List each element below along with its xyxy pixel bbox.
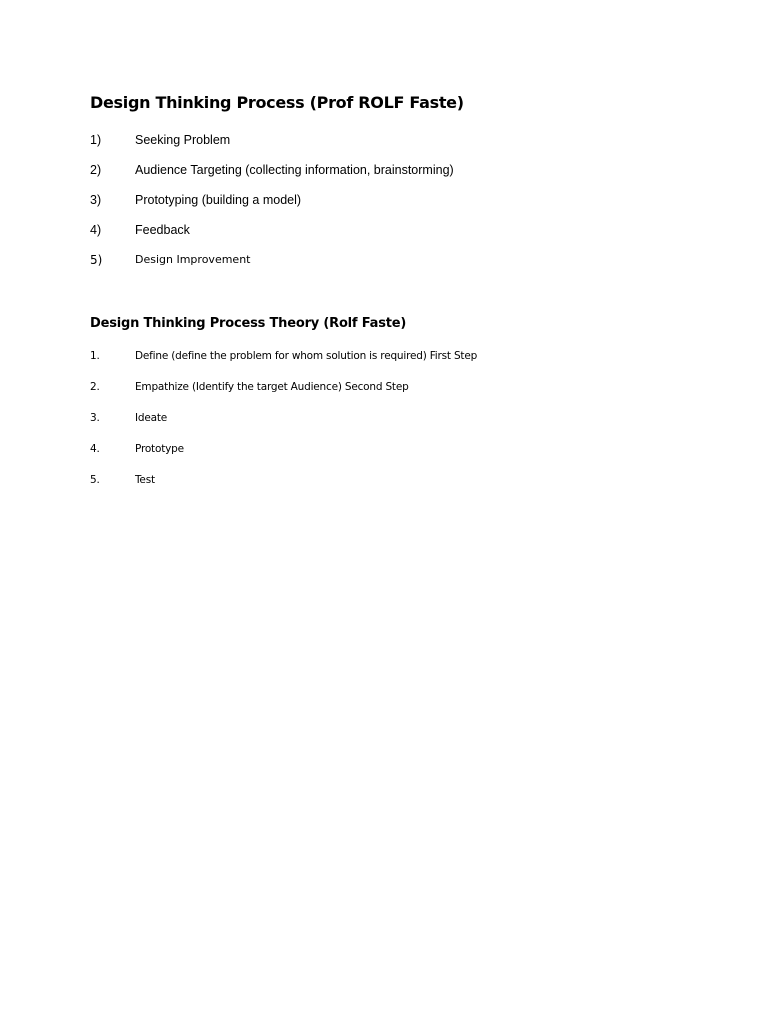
list-item	[90, 474, 690, 492]
list-item-text: Design Improvement	[135, 253, 251, 266]
list-item	[90, 412, 690, 430]
list-item	[90, 163, 690, 181]
list-item	[90, 253, 690, 271]
list-item	[90, 443, 690, 461]
list-item	[90, 133, 690, 151]
list-item-number: 2.	[90, 381, 100, 393]
list-item-text: Test	[135, 474, 155, 486]
list-item-text: Seeking Problem	[135, 133, 231, 147]
list-item-number: 3.	[90, 412, 100, 424]
list-item-number: 3)	[90, 193, 102, 207]
list-item	[90, 193, 690, 211]
list-item-text: Audience Targeting (collecting information, brainstorming)	[135, 163, 454, 177]
list-item-number: 1)	[90, 133, 102, 147]
section2-title: Design Thinking Process Theory (Rolf Faste)	[90, 316, 407, 331]
list-item-text: Prototype	[135, 443, 184, 455]
list-item-number: 2)	[90, 163, 102, 177]
list-item-text: Feedback	[135, 223, 190, 237]
list-item	[90, 350, 690, 368]
section1-title: Design Thinking Process (Prof ROLF Faste)	[90, 93, 464, 112]
list-item-number: 5)	[90, 253, 103, 267]
list-item-number: 4)	[90, 223, 102, 237]
list-item-number: 4.	[90, 443, 100, 455]
list-item	[90, 381, 690, 399]
list-item-number: 1.	[90, 350, 100, 362]
list-item-text: Ideate	[135, 412, 168, 424]
list-item	[90, 223, 690, 241]
list-item-text: Prototyping (building a model)	[135, 193, 302, 207]
list-item-number: 5.	[90, 474, 100, 486]
list-item-text: Define (define the problem for whom solution is required) First Step	[135, 350, 478, 362]
list-item-text: Empathize (Identify the target Audience) Second Step	[135, 381, 409, 393]
